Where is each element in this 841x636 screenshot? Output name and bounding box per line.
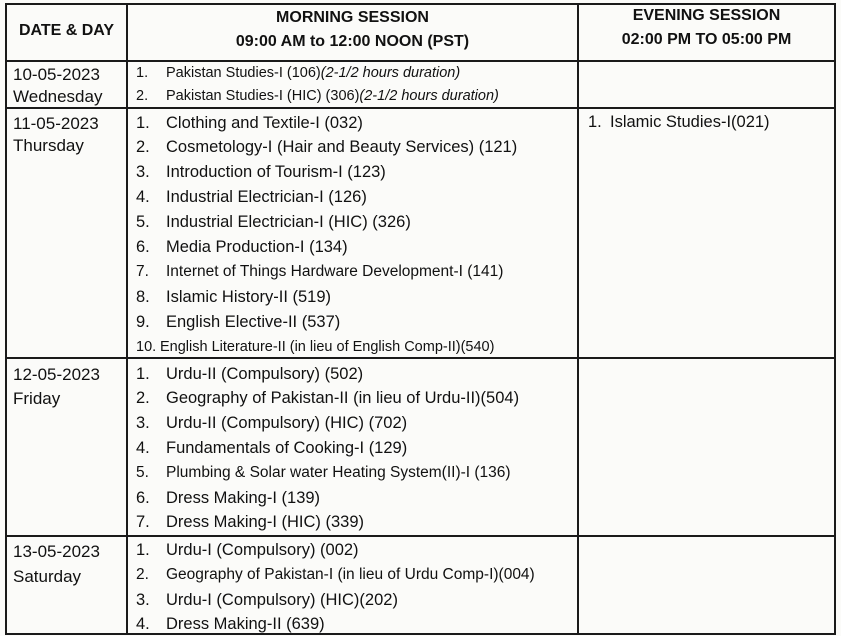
item-number: 1. xyxy=(136,114,150,132)
item-text: Plumbing & Solar water Heating System(II)-I (136) xyxy=(166,464,511,481)
item-number: 5. xyxy=(136,213,150,231)
list-item xyxy=(136,337,494,357)
list-item xyxy=(136,237,348,257)
list-item xyxy=(136,187,367,207)
header-date-day: DATE & DAY xyxy=(18,22,115,39)
column-divider-date xyxy=(126,3,128,635)
item-note: (2-1/2 hours duration) xyxy=(320,65,461,81)
header-divider xyxy=(5,60,836,62)
item-number: 2. xyxy=(136,389,150,407)
item-text: Industrial Electrician-I (HIC) (326) xyxy=(166,213,411,231)
list-item xyxy=(136,364,363,384)
item-number: 1. xyxy=(136,541,150,559)
item-text: Urdu-II (Compulsory) (502) xyxy=(166,365,364,383)
list-item xyxy=(136,438,407,458)
list-item xyxy=(136,590,398,610)
item-text: Pakistan Studies-I (HIC) (306) xyxy=(166,88,360,104)
item-number: 5. xyxy=(136,464,149,481)
table-border-right xyxy=(834,3,836,635)
item-text: Dress Making-I (139) xyxy=(166,489,321,507)
list-item xyxy=(136,614,325,634)
item-text: Clothing and Textile-I (032) xyxy=(166,114,363,132)
item-number: 1. xyxy=(136,65,149,81)
table-border-left xyxy=(5,3,7,635)
item-number: 10. xyxy=(136,339,157,355)
evening-session-time: 02:00 PM TO 05:00 PM xyxy=(621,31,792,48)
list-item xyxy=(136,312,340,332)
date-cell-row-1 xyxy=(13,64,102,108)
list-item xyxy=(136,287,331,307)
list-item xyxy=(136,540,359,560)
list-item xyxy=(136,388,519,408)
item-text: Fundamentals of Cooking-I (129) xyxy=(166,439,408,457)
date-cell-row-2 xyxy=(13,113,99,157)
column-divider-evening xyxy=(577,3,579,635)
item-number: 2. xyxy=(136,138,150,156)
item-text: Urdu-I (Compulsory) (HIC)(202) xyxy=(166,591,398,609)
list-item xyxy=(136,512,364,532)
item-number: 1. xyxy=(588,113,602,131)
item-text: Islamic History-II (519) xyxy=(166,288,332,306)
item-text: Dress Making-I (HIC) (339) xyxy=(166,513,365,531)
item-text: Introduction of Tourism-I (123) xyxy=(166,163,386,181)
item-number: 3. xyxy=(136,414,150,432)
date-cell-row-3 xyxy=(13,364,100,410)
list-item xyxy=(136,212,411,232)
item-number: 1. xyxy=(136,365,150,383)
date-text: 13-05-2023 xyxy=(13,542,100,561)
list-item xyxy=(136,565,535,585)
item-text: Geography of Pakistan-I (in lieu of Urdu Comp-I)(004) xyxy=(166,566,535,583)
date-text: 10-05-2023 xyxy=(13,65,100,84)
morning-session-title: MORNING SESSION xyxy=(276,9,429,26)
day-text: Thursday xyxy=(13,136,84,155)
table-border-bottom xyxy=(5,633,836,635)
item-number: 7. xyxy=(136,513,150,531)
morning-session-time: 09:00 AM to 12:00 NOON (PST) xyxy=(235,33,470,50)
item-text: Pakistan Studies-I (106) xyxy=(166,65,321,81)
item-text: Urdu-II (Compulsory) (HIC) (702) xyxy=(166,414,408,432)
day-text: Wednesday xyxy=(13,87,103,106)
item-note: (2-1/2 hours duration) xyxy=(359,88,499,104)
item-text: Dress Making-II (639) xyxy=(166,615,325,633)
day-text: Saturday xyxy=(13,567,82,586)
row-divider-2 xyxy=(5,357,836,359)
item-text: English Elective-II (537) xyxy=(166,313,341,331)
item-number: 3. xyxy=(136,163,150,181)
item-text: Industrial Electrician-I (126) xyxy=(166,188,367,206)
list-item xyxy=(136,413,407,433)
header-evening-session xyxy=(579,5,834,51)
item-number: 4. xyxy=(136,439,150,457)
list-item xyxy=(136,162,386,182)
header-morning-session xyxy=(128,7,577,53)
item-number: 7. xyxy=(136,263,149,280)
item-text: English Literature-II (in lieu of English Comp-II)(540) xyxy=(160,339,495,355)
item-number: 6. xyxy=(136,238,150,256)
item-text: Internet of Things Hardware Development-I (141) xyxy=(166,263,504,280)
list-item xyxy=(136,463,511,483)
list-item xyxy=(136,113,363,133)
row-divider-1 xyxy=(5,107,836,109)
list-item xyxy=(136,86,499,106)
item-number: 4. xyxy=(136,188,150,206)
item-number: 6. xyxy=(136,489,150,507)
item-text: Cosmetology-I (Hair and Beauty Services) (121) xyxy=(166,138,518,156)
list-item xyxy=(136,262,503,282)
item-number: 9. xyxy=(136,313,150,331)
item-text: Media Production-I (134) xyxy=(166,238,348,256)
day-text: Friday xyxy=(13,389,61,408)
item-number: 2. xyxy=(136,88,149,104)
item-number: 3. xyxy=(136,591,150,609)
date-text: 12-05-2023 xyxy=(13,365,100,384)
item-text: Islamic Studies-I(021) xyxy=(610,113,770,131)
evening-session-title: EVENING SESSION xyxy=(632,7,781,24)
list-item xyxy=(136,137,517,157)
date-cell-row-4 xyxy=(13,541,100,588)
item-number: 8. xyxy=(136,288,150,306)
item-text: Urdu-I (Compulsory) (002) xyxy=(166,541,359,559)
list-item xyxy=(136,63,460,83)
row-divider-3 xyxy=(5,535,836,537)
date-text: 11-05-2023 xyxy=(13,114,99,133)
list-item xyxy=(136,488,320,508)
list-item xyxy=(588,112,770,132)
item-text: Geography of Pakistan-II (in lieu of Urdu-II)(504) xyxy=(166,389,520,407)
item-number: 2. xyxy=(136,566,149,583)
item-number: 4. xyxy=(136,615,150,633)
